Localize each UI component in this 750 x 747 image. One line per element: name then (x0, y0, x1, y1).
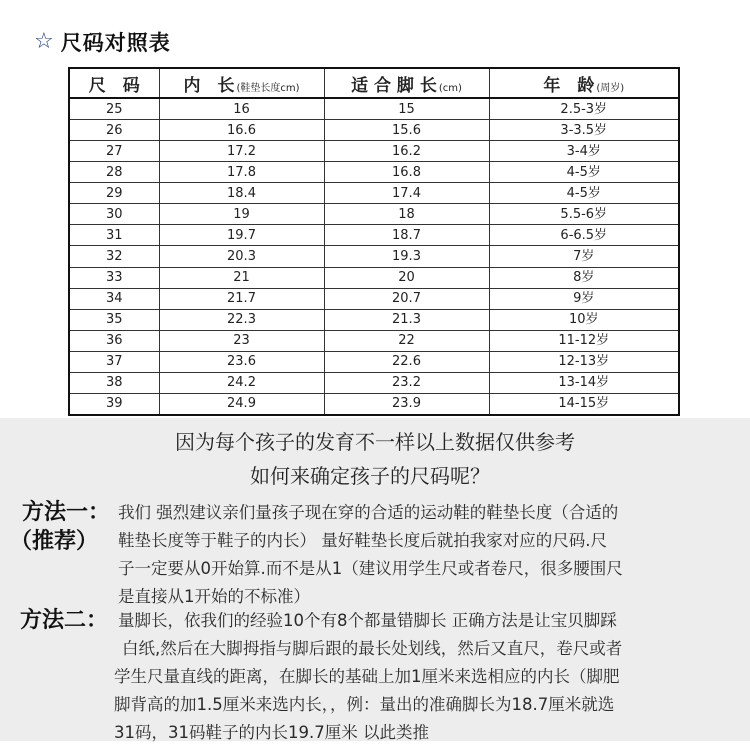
cell-age: 4-5岁 (489, 162, 679, 183)
method1-label: 方法一： (22, 500, 111, 525)
table-row (69, 330, 679, 351)
cell-foot: 23.2 (324, 372, 489, 393)
method2-line: 脚背高的加1.5厘米来选内长，，例：量出的准确脚长为18.7厘米就选 (114, 695, 615, 714)
cell-inner: 23.6 (159, 351, 324, 372)
cell-foot: 15.6 (324, 120, 489, 141)
guide-panel (0, 418, 750, 741)
header-age: 年 龄 (周岁) (489, 68, 679, 98)
cell-size: 25 (69, 98, 159, 120)
cell-age: 8岁 (489, 267, 679, 288)
cell-size: 28 (69, 162, 159, 183)
cell-size: 29 (69, 183, 159, 204)
cell-inner: 21 (159, 267, 324, 288)
size-table (68, 67, 680, 416)
method1-line: 是直接从1开始的不标准） (118, 587, 310, 606)
chart-title-row (34, 27, 171, 57)
table-row (69, 351, 679, 372)
cell-age: 4-5岁 (489, 183, 679, 204)
table-row (69, 288, 679, 309)
method2-line: 学生尺量直线的距离，在脚长的基础上加1厘米来选相应的内长（脚肥 (114, 667, 620, 686)
cell-size: 37 (69, 351, 159, 372)
table-row (69, 225, 679, 246)
cell-inner: 19 (159, 204, 324, 225)
cell-inner: 24.2 (159, 372, 324, 393)
star-outline-icon: ☆ (34, 29, 55, 54)
table-row (69, 141, 679, 162)
cell-age: 11-12岁 (489, 330, 679, 351)
table-row (69, 246, 679, 267)
method2-line: 量脚长，依我们的经验10个有8个都量错脚长 正确方法是让宝贝脚踩 (118, 611, 617, 630)
cell-inner: 19.7 (159, 225, 324, 246)
table-row (69, 120, 679, 141)
table-row (69, 204, 679, 225)
method1-sublabel: （推荐） (10, 529, 99, 554)
cell-size: 36 (69, 330, 159, 351)
cell-size: 32 (69, 246, 159, 267)
cell-foot: 16.2 (324, 141, 489, 162)
table-header-row (69, 68, 679, 98)
cell-inner: 18.4 (159, 183, 324, 204)
notice-line-2: 如何来确定孩子的尺码呢？ (250, 464, 490, 488)
table-row (69, 98, 679, 120)
cell-foot: 15 (324, 98, 489, 120)
cell-foot: 20 (324, 267, 489, 288)
cell-foot: 19.3 (324, 246, 489, 267)
cell-foot: 22 (324, 330, 489, 351)
cell-size: 38 (69, 372, 159, 393)
cell-age: 3-3.5岁 (489, 120, 679, 141)
header-inner-length-note: (鞋垫长度cm) (236, 82, 300, 94)
cell-foot: 18 (324, 204, 489, 225)
cell-inner: 23 (159, 330, 324, 351)
notice-line-1: 因为每个孩子的发育不一样以上数据仅供参考 (175, 430, 575, 454)
cell-age: 5.5-6岁 (489, 204, 679, 225)
table-row (69, 183, 679, 204)
cell-inner: 21.7 (159, 288, 324, 309)
cell-size: 39 (69, 393, 159, 415)
table-row (69, 309, 679, 330)
cell-foot: 17.4 (324, 183, 489, 204)
cell-age: 12-13岁 (489, 351, 679, 372)
header-foot-length: 适 合 脚 长 (cm) (324, 68, 489, 98)
cell-age: 6-6.5岁 (489, 225, 679, 246)
cell-size: 26 (69, 120, 159, 141)
cell-size: 30 (69, 204, 159, 225)
cell-age: 2.5-3岁 (489, 98, 679, 120)
header-size: 尺 码 (69, 68, 159, 98)
method1-line: 鞋垫长度等于鞋子的内长） 量好鞋垫长度后就拍我家对应的尺码.尺 (118, 531, 607, 550)
method1-line: 我们 强烈建议亲们量孩子现在穿的合适的运动鞋的鞋垫长度（合适的 (118, 503, 619, 522)
method2-line: 白纸,然后在大脚拇指与脚后跟的最长处划线，然后又直尺，卷尺或者 (122, 639, 623, 658)
chart-title: 尺码对照表 (60, 31, 171, 55)
method1-line: 子一定要从0开始算.而不是从1（建议用学生尺或者卷尺，很多腰围尺 (118, 559, 623, 578)
cell-foot: 21.3 (324, 309, 489, 330)
table-row (69, 372, 679, 393)
cell-age: 9岁 (489, 288, 679, 309)
cell-inner: 16 (159, 98, 324, 120)
cell-age: 14-15岁 (489, 393, 679, 415)
cell-foot: 22.6 (324, 351, 489, 372)
cell-inner: 16.6 (159, 120, 324, 141)
method1-text (118, 499, 748, 611)
cell-size: 31 (69, 225, 159, 246)
cell-size: 33 (69, 267, 159, 288)
cell-inner: 24.9 (159, 393, 324, 415)
table-body (69, 98, 679, 415)
cell-inner: 22.3 (159, 309, 324, 330)
header-age-note: (周岁) (596, 82, 625, 94)
method2-line: 31码，31码鞋子的内长19.7厘米 以此类推 (114, 723, 429, 742)
header-inner-length: 内 长 (鞋垫长度cm) (159, 68, 324, 98)
cell-inner: 17.8 (159, 162, 324, 183)
cell-age: 10岁 (489, 309, 679, 330)
table-row (69, 162, 679, 183)
cell-age: 3-4岁 (489, 141, 679, 162)
table-row (69, 267, 679, 288)
cell-size: 27 (69, 141, 159, 162)
cell-age: 13-14岁 (489, 372, 679, 393)
method2-text (114, 607, 748, 747)
cell-size: 35 (69, 309, 159, 330)
cell-inner: 20.3 (159, 246, 324, 267)
cell-age: 7岁 (489, 246, 679, 267)
cell-foot: 16.8 (324, 162, 489, 183)
table-row (69, 393, 679, 415)
header-foot-length-note: (cm) (438, 82, 462, 94)
cell-foot: 20.7 (324, 288, 489, 309)
method2-label: 方法二： (20, 608, 109, 633)
cell-inner: 17.2 (159, 141, 324, 162)
cell-foot: 23.9 (324, 393, 489, 415)
cell-size: 34 (69, 288, 159, 309)
cell-foot: 18.7 (324, 225, 489, 246)
